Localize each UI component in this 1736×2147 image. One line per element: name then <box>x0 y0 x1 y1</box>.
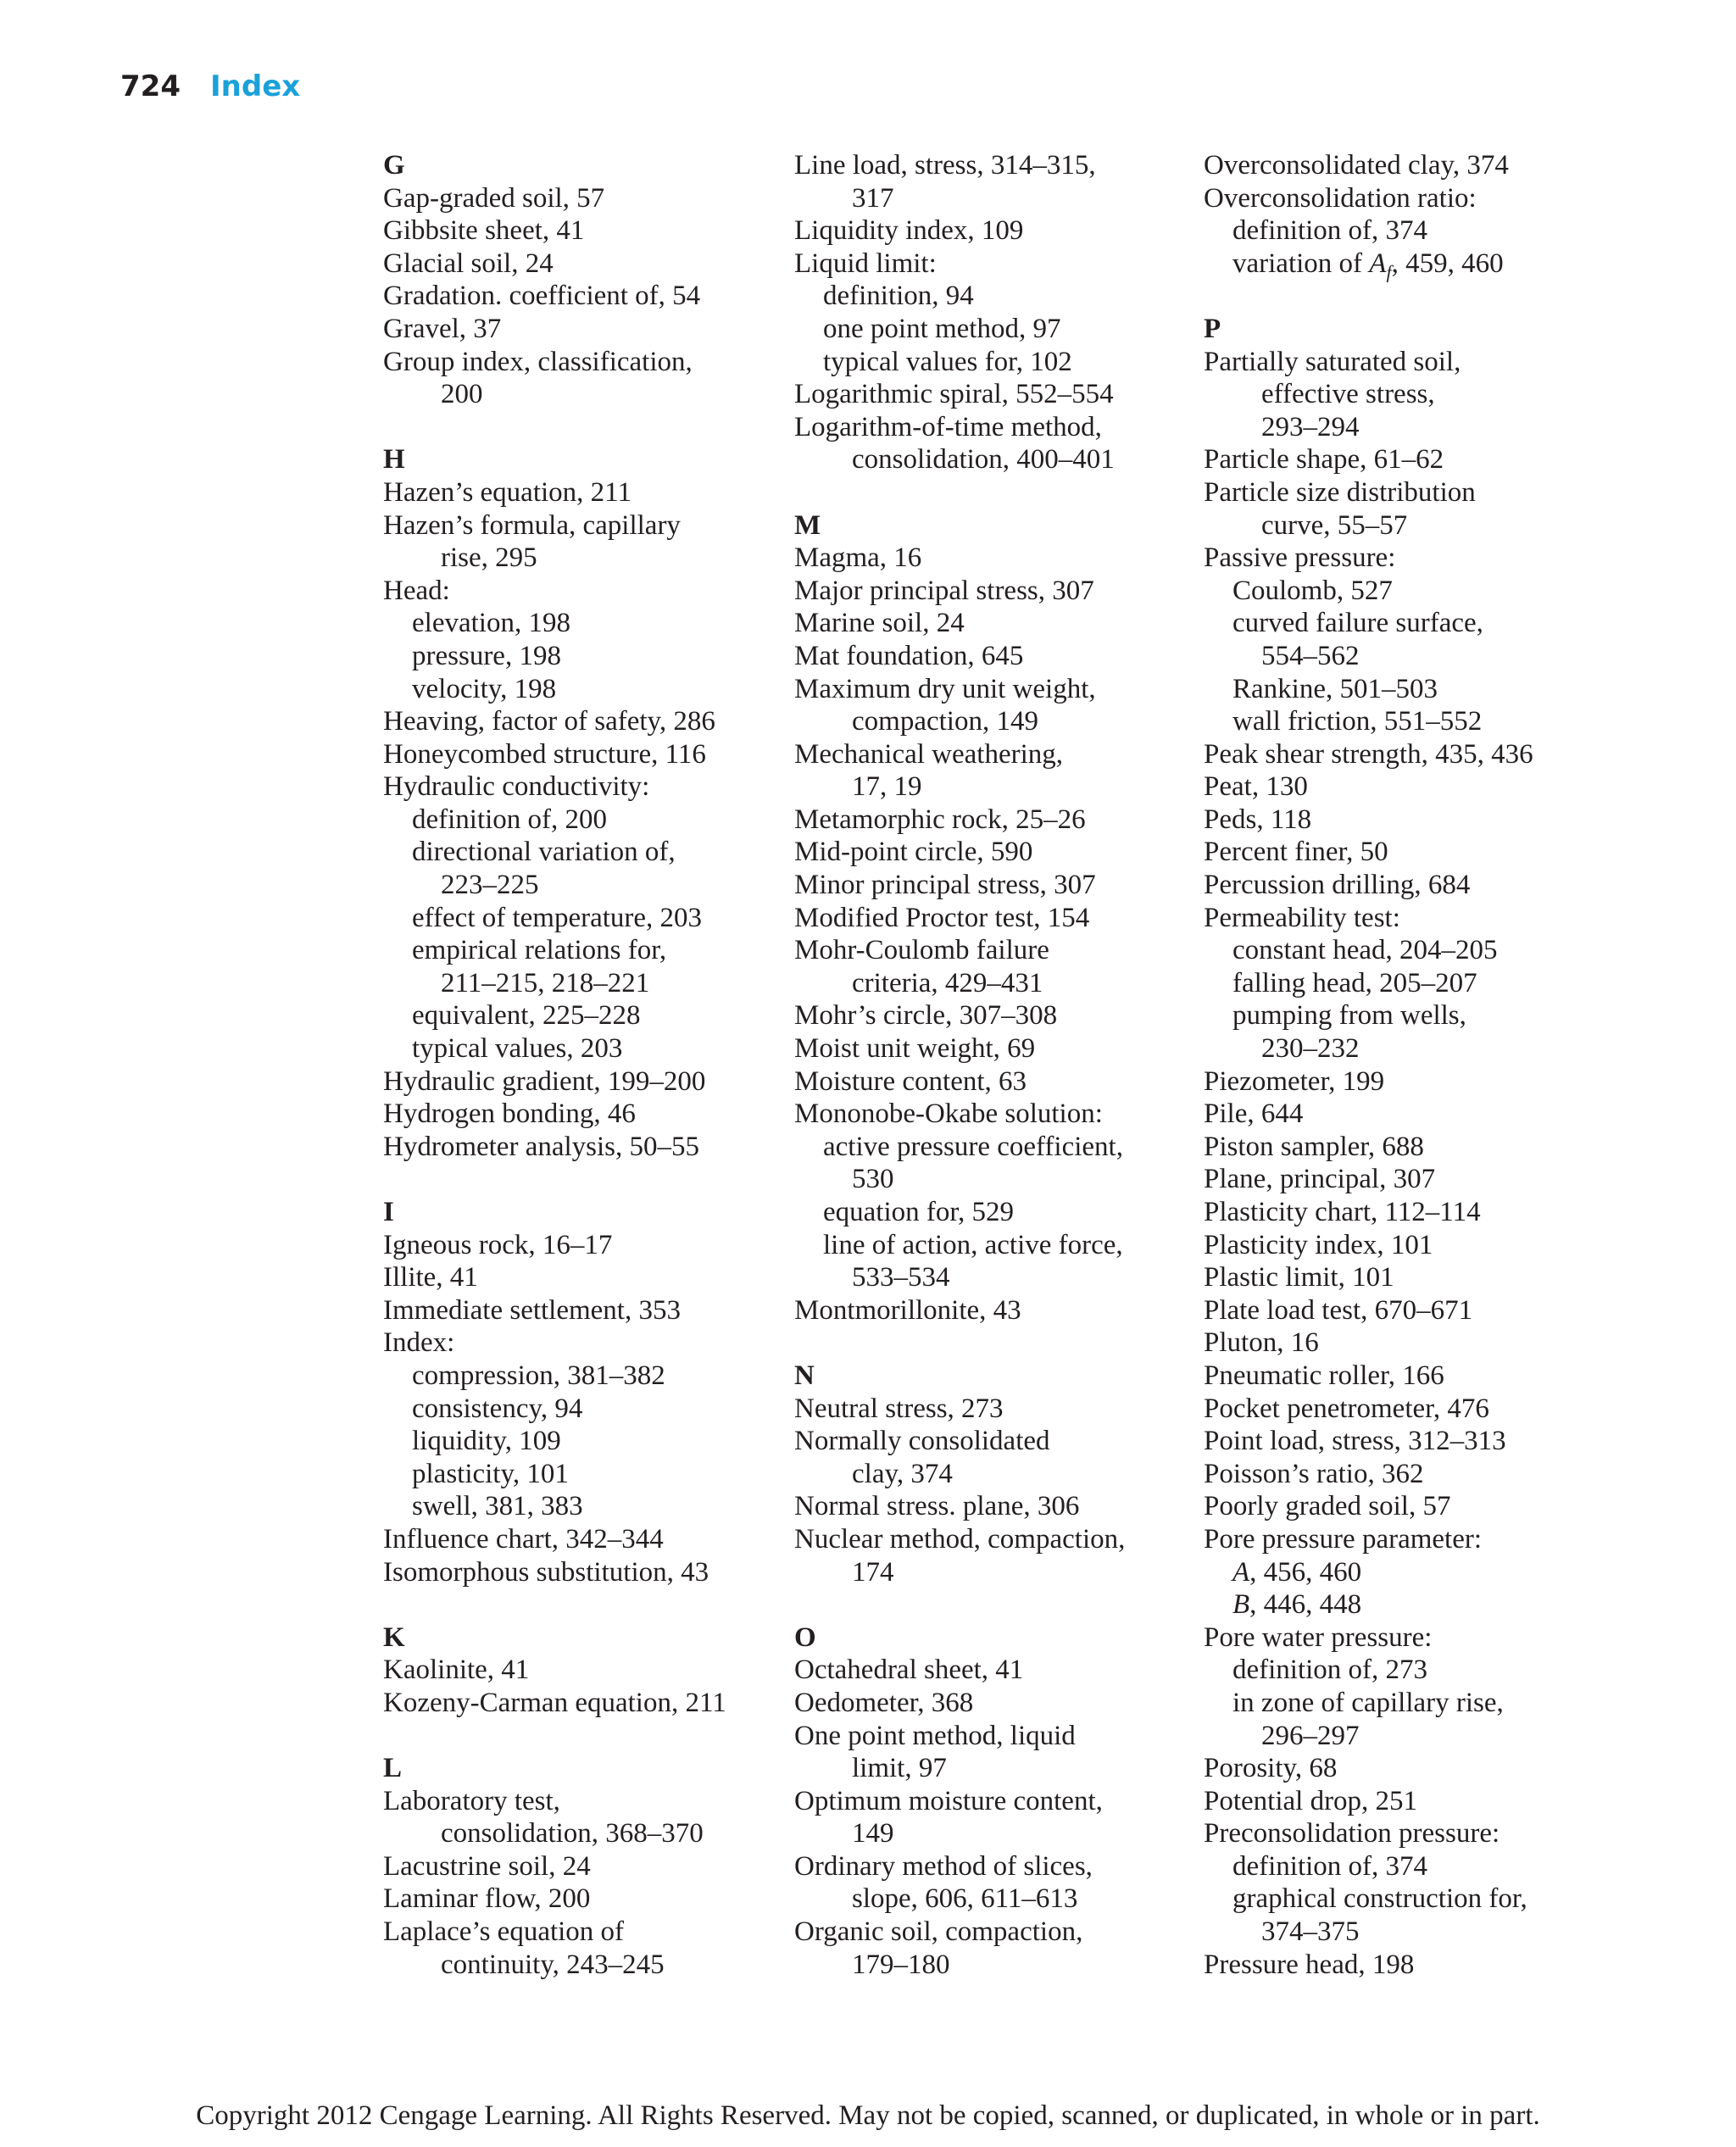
index-subentry: effective stress, <box>1261 379 1435 410</box>
index-letter-heading: L <box>383 1753 403 1784</box>
index-entry: Point load, stress, 312–313 <box>1204 1426 1506 1457</box>
index-subentry: directional variation of, <box>412 837 676 868</box>
index-subentry: definition of, 374 <box>1232 215 1428 247</box>
index-entry: Passive pressure: <box>1204 542 1396 574</box>
index-subentry: A, 456, 460 <box>1232 1556 1362 1588</box>
index-entry: Poorly graded soil, 57 <box>1204 1491 1451 1522</box>
entry-spacer <box>794 476 1193 509</box>
index-entry: Pluton, 16 <box>1204 1327 1319 1359</box>
index-subentry: 200 <box>441 379 483 410</box>
index-entry: Isomorphous substitution, 43 <box>383 1556 709 1588</box>
index-subentry: velocity, 198 <box>412 673 557 704</box>
index-subentry: compression, 381–382 <box>412 1360 665 1391</box>
index-entry: Igneous rock, 16–17 <box>383 1229 613 1260</box>
index-subentry: definition, 94 <box>823 281 974 312</box>
index-entry: Glacial soil, 24 <box>383 248 554 279</box>
index-subentry: 179–180 <box>852 1949 950 1980</box>
index-letter-heading: N <box>794 1360 815 1391</box>
index-entry: Index: <box>383 1327 455 1359</box>
index-entry: Hazen’s equation, 211 <box>383 476 632 508</box>
index-entry: Liquidity index, 109 <box>794 215 1024 247</box>
index-subentry: 374–375 <box>1261 1916 1360 1948</box>
index-subentry: 149 <box>852 1818 894 1849</box>
index-entry: Plastic limit, 101 <box>1204 1262 1394 1293</box>
index-subentry: Coulomb, 527 <box>1232 575 1393 606</box>
index-column-3 <box>1204 149 1628 1981</box>
index-subentry: continuity, 243–245 <box>441 1949 665 1980</box>
index-subentry: typical values, 203 <box>412 1033 623 1065</box>
index-subentry: liquidity, 109 <box>412 1426 561 1457</box>
index-entry: Normal stress. plane, 306 <box>794 1491 1080 1522</box>
entry-spacer <box>383 411 782 444</box>
index-subentry: one point method, 97 <box>823 313 1061 344</box>
index-subentry: wall friction, 551–552 <box>1232 706 1483 737</box>
index-entry: Head: <box>383 575 450 606</box>
index-entry: Logarithm-of-time method, <box>794 411 1102 442</box>
index-subentry: pumping from wells, <box>1232 1000 1466 1032</box>
index-subentry: curve, 55–57 <box>1261 509 1408 541</box>
index-entry: Neutral stress, 273 <box>794 1393 1004 1424</box>
entry-spacer <box>383 1163 782 1196</box>
index-subentry: criteria, 429–431 <box>852 967 1043 998</box>
index-entry: Moisture content, 63 <box>794 1065 1027 1097</box>
index-entry: Pore water pressure: <box>1204 1621 1433 1653</box>
index-entry: Mononobe-Okabe solution: <box>794 1099 1103 1130</box>
index-entry: Peds, 118 <box>1204 804 1312 835</box>
index-subentry: consolidation, 368–370 <box>441 1818 704 1849</box>
index-entry: Maximum dry unit weight, <box>794 673 1096 704</box>
index-subentry: variation of $A_f$, 459, 460 <box>1232 248 1504 283</box>
index-letter-heading: P <box>1204 313 1221 344</box>
index-entry: Gravel, 37 <box>383 313 502 344</box>
index-entry: Hydrogen bonding, 46 <box>383 1099 636 1130</box>
index-entry: Group index, classification, <box>383 346 693 377</box>
index-entry: Influence chart, 342–344 <box>383 1523 664 1555</box>
index-letter-heading: G <box>383 150 405 181</box>
index-subentry: falling head, 205–207 <box>1232 967 1477 998</box>
index-subentry: consolidation, 400–401 <box>852 444 1115 476</box>
index-entry: Optimum moisture content, <box>794 1785 1103 1816</box>
index-entry: Heaving, factor of safety, 286 <box>383 706 715 737</box>
index-subentry: line of action, active force, <box>823 1229 1123 1260</box>
index-entry: Ordinary method of slices, <box>794 1850 1093 1882</box>
index-subentry: plasticity, 101 <box>412 1458 569 1489</box>
index-entry: Laplace’s equation of <box>383 1916 625 1948</box>
index-entry: Immediate settlement, 353 <box>383 1294 681 1326</box>
index-subentry: curved failure surface, <box>1232 608 1483 639</box>
index-subentry: constant head, 204–205 <box>1232 935 1498 966</box>
index-entry: One point method, liquid <box>794 1720 1076 1751</box>
index-subentry: equation for, 529 <box>823 1197 1015 1227</box>
index-entry: Hazen’s formula, capillary <box>383 509 681 541</box>
index-entry: Pore pressure parameter: <box>1204 1523 1483 1555</box>
index-subentry: elevation, 198 <box>412 608 570 639</box>
entry-spacer <box>383 1720 782 1753</box>
index-subentry: B, 446, 448 <box>1232 1589 1362 1621</box>
index-subentry: definition of, 200 <box>412 804 608 835</box>
index-entry: Overconsolidated clay, 374 <box>1204 150 1509 181</box>
index-entry: Particle shape, 61–62 <box>1204 444 1444 476</box>
page-number: 724 <box>120 70 181 103</box>
index-entry: Preconsolidation pressure: <box>1204 1818 1500 1849</box>
index-subentry: clay, 374 <box>852 1458 953 1489</box>
index-entry: Line load, stress, 314–315, <box>794 150 1096 181</box>
index-entry: Illite, 41 <box>383 1262 478 1293</box>
index-entry: Kozeny-Carman equation, 211 <box>383 1687 726 1718</box>
index-entry: Octahedral sheet, 41 <box>794 1655 1024 1686</box>
index-entry: Mechanical weathering, <box>794 738 1064 770</box>
index-letter-heading: K <box>383 1621 405 1653</box>
index-letter-heading: I <box>383 1197 394 1227</box>
index-entry: Piston sampler, 688 <box>1204 1131 1424 1162</box>
index-letter-heading: M <box>794 509 821 541</box>
index-entry: Peat, 130 <box>1204 771 1308 803</box>
index-entry: Organic soil, compaction, <box>794 1916 1083 1948</box>
index-entry: Gradation. coefficient of, 54 <box>383 281 701 312</box>
index-entry: Plate load test, 670–671 <box>1204 1294 1473 1326</box>
entry-spacer <box>383 1588 782 1621</box>
index-entry: Gibbsite sheet, 41 <box>383 215 585 247</box>
index-subentry: slope, 606, 611–613 <box>852 1883 1078 1915</box>
index-entry: Mohr-Coulomb failure <box>794 935 1049 966</box>
entry-spacer <box>1204 280 1628 313</box>
index-entry: Kaolinite, 41 <box>383 1655 530 1686</box>
index-entry: Honeycombed structure, 116 <box>383 738 706 770</box>
index-subentry: 533–534 <box>852 1262 950 1293</box>
index-letter-heading: H <box>383 444 405 476</box>
index-subentry: active pressure coefficient, <box>823 1131 1123 1162</box>
index-subentry: 223–225 <box>441 870 539 901</box>
index-subentry: 530 <box>852 1164 894 1195</box>
index-subentry: limit, 97 <box>852 1753 947 1784</box>
index-entry: Normally consolidated <box>794 1426 1050 1457</box>
section-title: Index <box>210 70 301 103</box>
index-entry: Percent finer, 50 <box>1204 837 1388 868</box>
index-entry: Pressure head, 198 <box>1204 1949 1415 1980</box>
index-entry: Poisson’s ratio, 362 <box>1204 1458 1424 1489</box>
index-entry: Plane, principal, 307 <box>1204 1164 1436 1195</box>
index-subentry: rise, 295 <box>441 542 537 574</box>
index-subentry: in zone of capillary rise, <box>1232 1687 1504 1718</box>
index-entry: Hydraulic conductivity: <box>383 771 650 803</box>
index-subentry: typical values for, 102 <box>823 346 1072 377</box>
index-entry: Montmorillonite, 43 <box>794 1294 1021 1326</box>
index-entry: Lacustrine soil, 24 <box>383 1850 591 1882</box>
index-entry: Particle size distribution <box>1204 476 1476 508</box>
index-entry: Pocket penetrometer, 476 <box>1204 1393 1489 1424</box>
index-entry: Overconsolidation ratio: <box>1204 182 1477 214</box>
index-entry: Mid-point circle, 590 <box>794 837 1033 868</box>
index-subentry: empirical relations for, <box>412 935 667 966</box>
index-entry: Hydrometer analysis, 50–55 <box>383 1131 700 1162</box>
index-entry: Potential drop, 251 <box>1204 1785 1418 1816</box>
index-entry: Pneumatic roller, 166 <box>1204 1360 1444 1391</box>
index-entry: Mohr’s circle, 307–308 <box>794 1000 1058 1032</box>
index-subentry: compaction, 149 <box>852 706 1038 737</box>
index-entry: Porosity, 68 <box>1204 1753 1338 1784</box>
index-subentry: graphical construction for, <box>1232 1883 1527 1915</box>
index-entry: Pile, 644 <box>1204 1099 1304 1130</box>
index-subentry: 293–294 <box>1261 411 1360 442</box>
index-entry: Modified Proctor test, 154 <box>794 902 1090 933</box>
index-subentry: consistency, 94 <box>412 1393 583 1424</box>
index-entry: Nuclear method, compaction, <box>794 1523 1126 1555</box>
index-entry: Oedometer, 368 <box>794 1687 974 1718</box>
index-column-2 <box>794 149 1193 1981</box>
copyright-footer: Copyright 2012 Cengage Learning. All Rights Reserved. May not be copied, scanned, or duplicated, in whole or in part. <box>196 2100 1540 2131</box>
index-entry: Mat foundation, 645 <box>794 640 1024 671</box>
index-entry: Metamorphic rock, 25–26 <box>794 804 1086 835</box>
index-entry: Major principal stress, 307 <box>794 575 1094 606</box>
index-subentry: 296–297 <box>1261 1720 1360 1751</box>
index-entry: Moist unit weight, 69 <box>794 1033 1036 1065</box>
index-entry: Permeability test: <box>1204 902 1400 933</box>
index-entry: Magma, 16 <box>794 542 922 574</box>
index-entry: Liquid limit: <box>794 248 937 279</box>
index-subentry: 17, 19 <box>852 771 922 803</box>
entry-spacer <box>794 1327 1193 1360</box>
index-subentry: swell, 381, 383 <box>412 1491 583 1522</box>
index-entry: Percussion drilling, 684 <box>1204 870 1471 901</box>
index-subentry: 230–232 <box>1261 1033 1360 1065</box>
index-subentry: 211–215, 218–221 <box>441 967 650 998</box>
index-subentry: definition of, 273 <box>1232 1655 1428 1686</box>
index-column-1 <box>383 149 782 1981</box>
index-entry: Logarithmic spiral, 552–554 <box>794 379 1114 410</box>
index-subentry: definition of, 374 <box>1232 1850 1428 1882</box>
index-entry: Plasticity index, 101 <box>1204 1229 1433 1260</box>
index-entry: Plasticity chart, 112–114 <box>1204 1197 1481 1227</box>
index-entry: Laminar flow, 200 <box>383 1883 591 1915</box>
index-entry: Minor principal stress, 307 <box>794 870 1096 901</box>
index-entry: Gap-graded soil, 57 <box>383 182 605 214</box>
index-subentry: equivalent, 225–228 <box>412 1000 641 1032</box>
index-subentry: effect of temperature, 203 <box>412 902 703 933</box>
index-subentry: 317 <box>852 182 894 214</box>
entry-spacer <box>794 1588 1193 1621</box>
index-entry: Peak shear strength, 435, 436 <box>1204 738 1533 770</box>
index-letter-heading: O <box>794 1621 816 1653</box>
index-subentry: pressure, 198 <box>412 640 561 671</box>
index-entry: Piezometer, 199 <box>1204 1065 1385 1097</box>
index-entry: Partially saturated soil, <box>1204 346 1461 377</box>
index-entry: Laboratory test, <box>383 1785 560 1816</box>
index-entry: Hydraulic gradient, 199–200 <box>383 1065 706 1097</box>
index-subentry: Rankine, 501–503 <box>1232 673 1438 704</box>
index-entry: Marine soil, 24 <box>794 608 965 639</box>
index-subentry: 174 <box>852 1556 894 1588</box>
index-subentry: 554–562 <box>1261 640 1360 671</box>
